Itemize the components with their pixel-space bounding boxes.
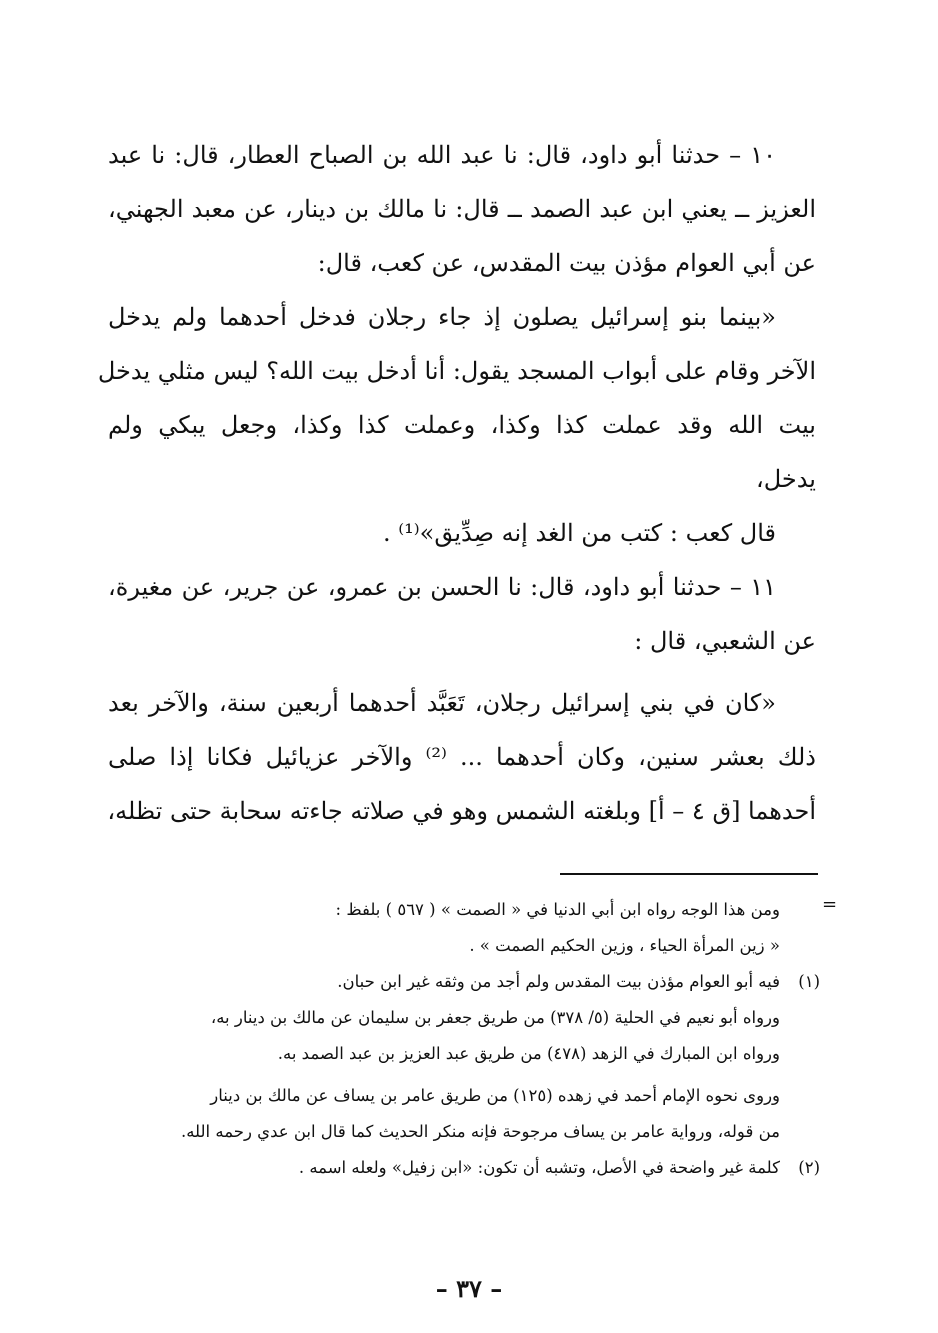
footnote-line: ورواه أبو نعيم في الحلية (٥/ ٣٧٨) من طريق جعفر بن سليمان عن مالك بن دينار به، [210,1008,780,1027]
text-line: ١٠ – حدثنا أبو داود، قال: نا عبد الله بن الصباح العطار، قال: نا عبد [108,141,776,169]
footnote-number: (١) [798,972,820,991]
footnote-line: وروى نحوه الإمام أحمد في زهده (١٢٥) من طريق عامر بن يساف عن مالك بن دينار [210,1086,780,1105]
footnote-number: (٢) [798,1158,820,1177]
text-line: قال كعب : كتب من الغد إنه صِدِّيق»⁽¹⁾ . [382,519,776,547]
paragraph-spacer [108,668,816,676]
footnote-line: ورواه ابن المبارك في الزهد (٤٧٨) من طريق عبد العزيز بن عبد الصمد به. [277,1044,780,1063]
text-line: العزيز ــ يعني ابن عبد الصمد ــ قال: نا مالك بن دينار، عن معبد الجهني، [108,195,816,223]
footnote-line: فيه أبو العوام مؤذن بيت المقدس ولم أجد من وثقه غير ابن حبان. [337,972,780,991]
footnote-1 [108,964,820,1000]
text-line: ذلك بعشر سنين، وكان أحدهما ... ⁽²⁾ والآخر عزيائيل فكانا إذا صلى [108,743,816,771]
text-line: أحدهما [ق ٤ – أ] وبلغته الشمس وهو في صلاته جاءته سحابة حتى تظله، [107,797,816,825]
footnote-line: ومن هذا الوجه رواه ابن أبي الدنيا في « الصمت » ( ٥٦٧ ) بلفظ : [335,900,780,919]
text-line: «بينما بنو إسرائيل يصلون إذ جاء رجلان فدخل أحدهما ولم يدخل [108,303,776,331]
main-text [97,128,816,838]
text-line: يدخل، [755,465,816,493]
text-line: عن الشعبي، قال : [634,627,816,655]
footnote-separator [560,873,818,875]
footnote-continuation-mark: = [822,894,838,915]
text-line: ١١ – حدثنا أبو داود، قال: نا الحسن بن عمرو، عن جرير، عن مغيرة، [108,573,776,601]
text-line: الآخر وقام على أبواب المسجد يقول: أنا أدخل بيت الله؟ ليس مثلي يدخل [97,357,816,385]
text-line: عن أبي العوام مؤذن بيت المقدس، عن كعب، قال: [317,249,816,277]
footnote-line: « زين المرأة الحياء ، وزين الحكيم الصمت » . [469,936,780,955]
page-number: – ٣٧ – [435,1274,503,1303]
footnote-line: كلمة غير واضحة في الأصل، وتشبه أن تكون: «ابن زفيل» ولعله اسمه . [298,1158,780,1177]
text-line: «كان في بني إسرائيل رجلان، تَعَبَّد أحدهما أربعين سنة، والآخر بعد [108,689,776,717]
footnotes [108,892,820,1186]
text-line: بيت الله وقد عملت كذا وكذا، وعملت كذا وكذا، وجعل يبكي ولم [108,411,816,439]
footnote-2 [108,1150,820,1186]
footnote-line: من قوله، ورواية عامر بن يساف مرجوحة فإنه منكر الحديث كما قال ابن عدي رحمه الله. [180,1122,780,1141]
